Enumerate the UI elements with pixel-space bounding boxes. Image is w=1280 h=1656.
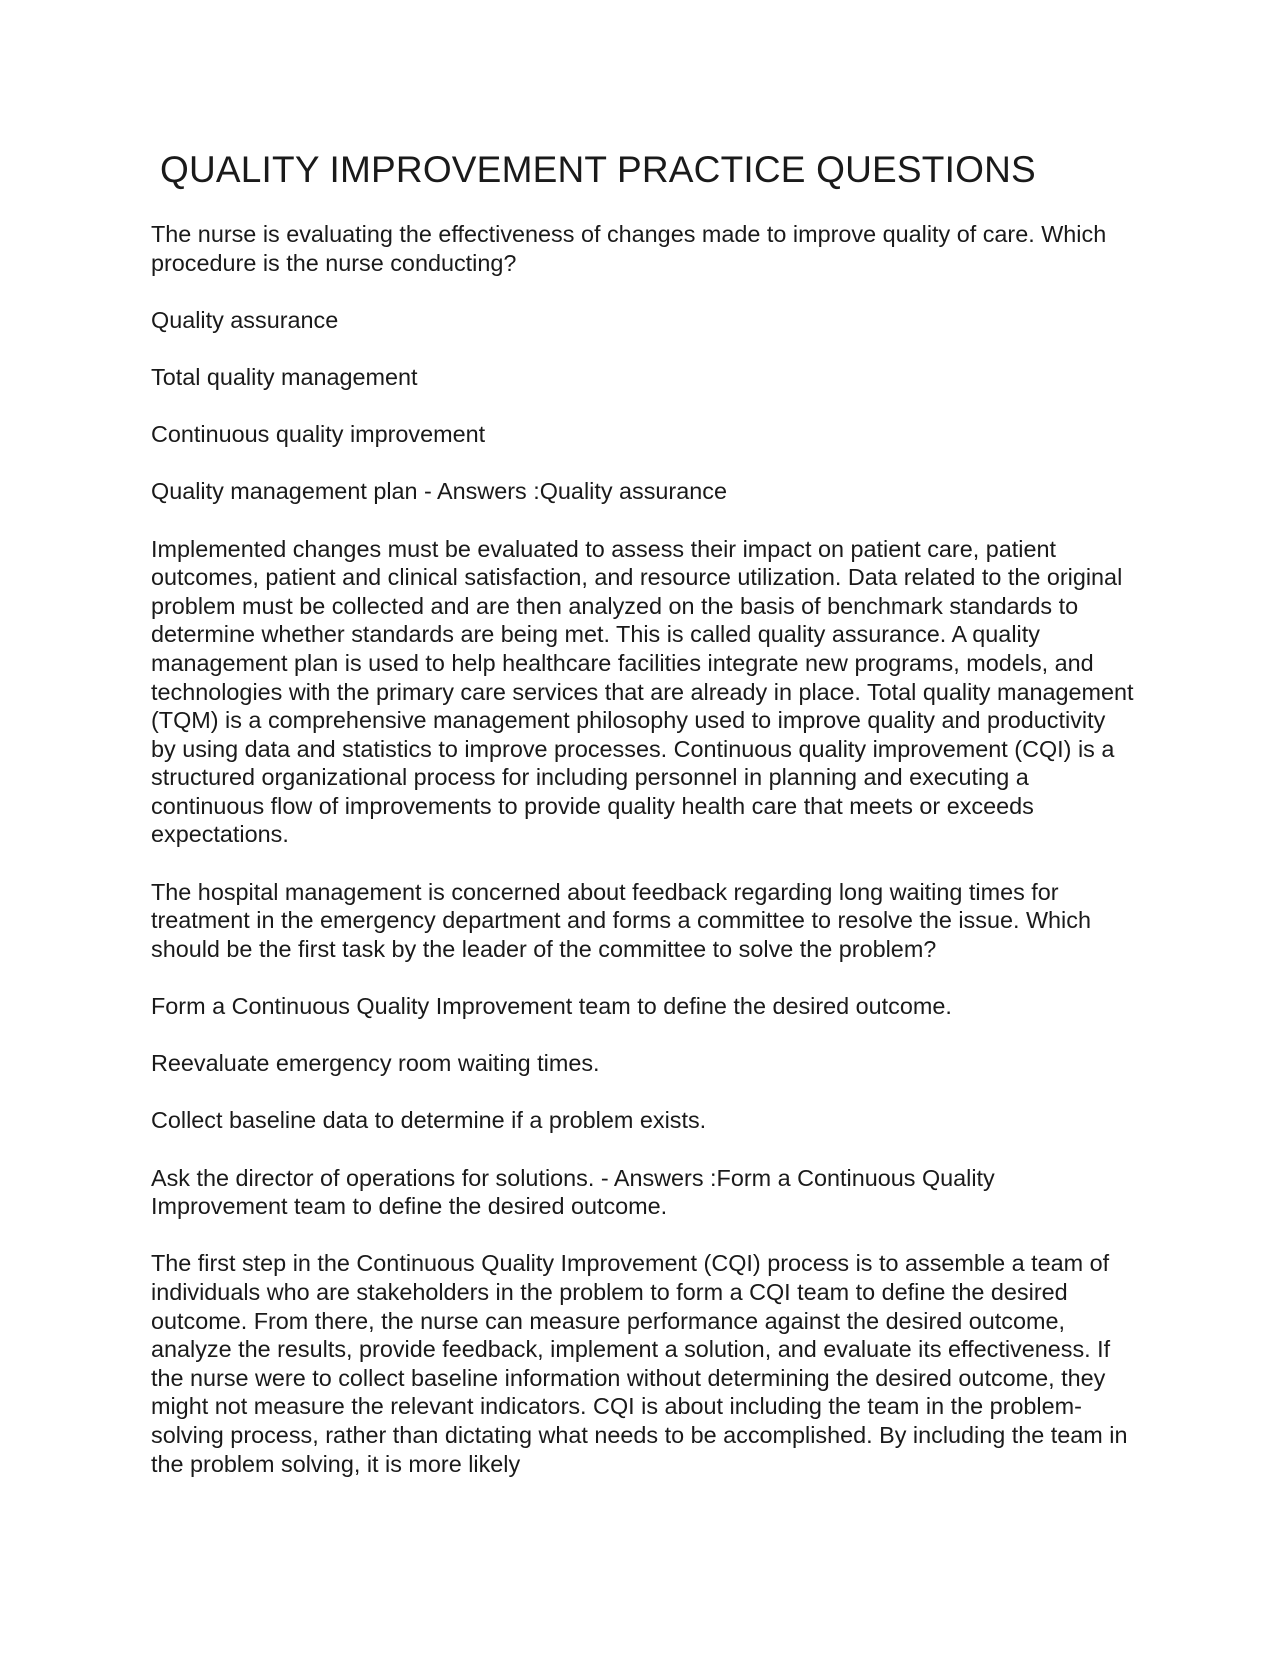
q1-option-1: Quality assurance xyxy=(151,306,339,333)
q1-question: The nurse is evaluating the effectiveness of changes made to improve quality of care. Which procedure is the nurse conducting? xyxy=(151,221,1107,276)
q2-option-4-answer: Ask the director of operations for solutions. - Answers :Form a Continuous Quality Improvement team to define the desired outcome. xyxy=(151,1164,995,1220)
q1-explanation: Implemented changes must be evaluated to assess their impact on patient care, patient outcomes, patient and clinical satisfaction, and resource utilization. Data related to the original problem must be collected and are then analyzed on the basis of benchmark standards to determine whether standards are being met. This is called quality assurance. A quality management plan is used to help healthcare facilities integrate new programs, models, and technologies with the primary care services that are already in place. Total quality management (TQM) is a comprehensive management philosophy used to improve quality and productivity by using data and statistics to improve processes. Continuous quality improvement (CQI) is a structured organizational process for including personnel in planning and executing a continuous flow of improvements to provide quality health care that meets or exceeds expectations. xyxy=(151,535,1134,848)
q2-question: The hospital management is concerned about feedback regarding long waiting times for treatment in the emergency department and forms a committee to resolve the issue. Which should be the first task by the leader of the committee to solve the problem? xyxy=(151,878,1091,962)
document-body xyxy=(151,220,1136,1507)
q1-option-4-answer: Quality management plan - Answers :Quality assurance xyxy=(151,478,727,505)
q2-explanation: The first step in the Continuous Quality Improvement (CQI) process is to assemble a team of individuals who are stakeholders in the problem to form a CQI team to define the desired outcome. From there, the nurse can measure performance against the desired outcome, analyze the results, provide feedback, implement a solution, and evaluate its effectiveness. If the nurse were to collect baseline information without determining the desired outcome, they might not measure the relevant indicators. CQI is about including the team in the problem-solving process, rather than dictating what needs to be accomplished. By including the team in the problem solving, it is more likely xyxy=(151,1250,1128,1477)
q1-option-2: Total quality management xyxy=(151,363,418,390)
q2-option-3: Collect baseline data to determine if a problem exists. xyxy=(151,1107,707,1134)
q1-option-3: Continuous quality improvement xyxy=(151,421,486,448)
q2-option-2: Reevaluate emergency room waiting times. xyxy=(151,1050,600,1077)
q2-option-1: Form a Continuous Quality Improvement team to define the desired outcome. xyxy=(151,993,952,1020)
page-title: QUALITY IMPROVEMENT PRACTICE QUESTIONS xyxy=(160,149,1036,190)
